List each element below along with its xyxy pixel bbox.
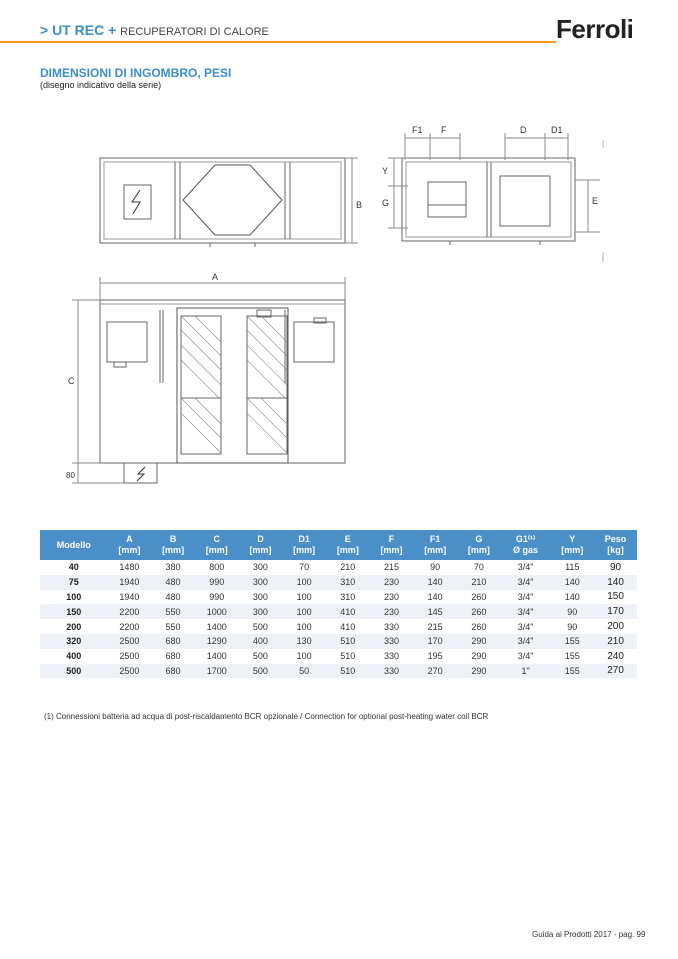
table-cell: 140 [564,591,580,602]
table-cell: 100 [282,604,326,619]
dim-label-b: B [356,200,363,210]
table-cell: 680 [165,651,181,662]
table-cell: 90 [567,621,578,632]
header-bottom-text: Ø gas [513,545,539,555]
table-cell: 380 [165,562,181,573]
table-cell: 3/4" [517,651,534,662]
table-cell: 230 [383,591,400,602]
table-header-cell [326,530,370,560]
table-cell: 90 [550,604,594,619]
header-top-text: E [344,534,351,544]
table-cell: 1400 [206,651,227,662]
table-cell: 3/4" [517,591,534,602]
table-cell: 150 [607,591,624,603]
table-header-cell [594,530,637,560]
header-top-text: F1 [429,534,441,544]
table-cell: 70 [299,562,310,573]
table-cell: 680 [151,664,195,679]
table-cell: 210 [594,634,637,649]
table-cell: 500 [252,621,268,632]
side-view-unit [402,158,575,245]
table-cell: 100 [296,591,312,602]
table-cell: 1" [501,664,551,679]
table-cell: 330 [370,634,414,649]
table-cell: 310 [340,591,356,602]
table-cell: 1700 [195,664,239,679]
table-cell: 140 [427,591,443,602]
dimensions-table [40,530,637,678]
table-cell: 170 [594,604,637,619]
table-cell: 510 [326,664,370,679]
table-cell: 3/4" [501,604,551,619]
table-cell: 2500 [108,664,152,679]
front-view-unit [100,300,345,483]
table-cell: 330 [383,621,400,632]
table-header-cell [457,530,501,560]
table-cell: 270 [594,664,637,679]
dim-label-d1: D1 [551,125,563,135]
table-cell: 290 [471,651,487,662]
header-top-text: F [388,534,395,544]
header-title [40,22,269,38]
top-view-unit [100,158,345,247]
table-cell: 500 [252,651,268,662]
table-cell: 3/4" [517,621,534,632]
table-cell: 550 [165,621,181,632]
table-cell: 1400 [206,621,227,632]
table-cell: 260 [471,591,487,602]
table-row [40,560,637,575]
section-subtitle: (disegno indicativo della serie) [40,80,162,90]
table-cell: 290 [457,634,501,649]
table-cell: 300 [252,591,268,602]
table-header-cell [413,530,457,560]
table-cell: 480 [151,575,195,590]
header-top-text: D [257,534,264,544]
footnote: (1) Connessioni batteria ad acqua di post-riscaldamento BCR opzionale / Connection for optional post-heating water coil BCR [44,712,489,721]
table-cell: 90 [430,562,441,573]
table-cell: 50 [282,664,326,679]
table-header-cell [108,530,152,560]
table-cell: 140 [594,575,637,590]
model-cell: 75 [40,575,108,590]
table-cell: 400 [239,634,283,649]
table-cell: 310 [326,575,370,590]
table-cell: 100 [296,651,312,662]
header-top-text: Modello [56,539,91,550]
table-cell: 70 [473,562,484,573]
page-footer: Guida ai Prodotti 2017 - pag. 99 [532,930,646,939]
table-cell: 1000 [195,604,239,619]
table-cell: 300 [252,562,268,573]
table-header-cell [239,530,283,560]
header-top-text: C [213,534,220,544]
dim-label-f1: F1 [412,125,423,135]
page-header [0,0,678,56]
table-header-cell [40,530,108,560]
table-cell: 330 [370,664,414,679]
table-header-row [40,530,637,560]
table-cell: 2500 [108,634,152,649]
table-cell: 155 [550,634,594,649]
table-cell: 300 [239,575,283,590]
header-top-text: G1⁽¹⁾ [515,534,536,544]
table-cell: 140 [413,575,457,590]
header-bottom-text: [mm] [380,545,403,555]
header-top-text: B [169,534,177,544]
dim-label-c: C [68,376,75,386]
table-cell: 330 [383,651,400,662]
header-bottom-text: [mm] [424,545,447,555]
table-cell: 500 [239,664,283,679]
table-cell: 210 [457,575,501,590]
table-header-cell [195,530,239,560]
header-top-text: Y [569,534,576,544]
table-cell: 145 [413,604,457,619]
table-cell: 510 [326,634,370,649]
table-cell: 1290 [195,634,239,649]
table-cell: 550 [151,604,195,619]
model-cell: 400 [66,651,82,662]
header-bottom-text: [mm] [249,545,272,555]
table-cell: 270 [413,664,457,679]
table-cell: 130 [282,634,326,649]
table-cell: 2200 [119,621,140,632]
header-bottom-text: [mm] [561,545,584,555]
table-header-cell [151,530,195,560]
table-cell: 3/4" [501,634,551,649]
table-cell: 680 [151,634,195,649]
table-cell: 195 [427,651,443,662]
header-top-text: D1 [298,534,310,544]
dim-label-g: G [382,198,390,208]
table-row [40,590,637,605]
table-cell: 480 [165,591,181,602]
table-cell: 990 [195,575,239,590]
table-cell: 155 [564,651,580,662]
table-cell: 230 [370,604,414,619]
table-row [40,575,637,590]
header-divider [0,41,556,43]
table-header-cell [501,530,551,560]
table-row [40,634,637,649]
header-top-text: Peso [604,534,627,544]
dim-label-f: F [441,125,447,135]
model-cell: 150 [40,604,108,619]
header-bottom-text: [kg] [607,545,624,555]
table-cell: 200 [607,621,624,633]
table-cell: 3/4" [501,575,551,590]
table-header-cell [282,530,326,560]
table-cell: 215 [427,621,443,632]
table-cell: 510 [340,651,356,662]
technical-drawing [0,100,678,500]
table-row [40,619,637,634]
header-bottom-text: [mm] [467,545,490,555]
table-cell: 100 [296,621,312,632]
table-cell: 210 [340,562,356,573]
header-bottom-text: [mm] [336,545,359,555]
table-cell: 155 [550,664,594,679]
table-cell: 1940 [108,575,152,590]
header-product: > UT REC + [40,22,117,38]
table-cell: 140 [550,575,594,590]
table-cell: 990 [209,591,225,602]
table-cell: 230 [370,575,414,590]
table-cell: 1480 [119,562,140,573]
table-cell: 260 [471,621,487,632]
table-row [40,649,637,664]
table-cell: 100 [282,575,326,590]
header-bottom-text: [mm] [293,545,316,555]
model-cell: 200 [66,621,82,632]
table-cell: 1940 [119,591,140,602]
table-cell: 90 [609,561,622,573]
model-cell: 40 [68,562,79,573]
table-cell: 300 [239,604,283,619]
table-cell: 2200 [108,604,152,619]
dim-label-a: A [212,272,219,282]
table-cell: 800 [209,562,225,573]
model-cell: 500 [40,664,108,679]
table-cell: 170 [413,634,457,649]
header-subtitle: RECUPERATORI DI CALORE [120,26,269,38]
model-cell: 320 [40,634,108,649]
dim-label-e: E [592,196,599,206]
section-title: DIMENSIONI DI INGOMBRO, PESI [40,66,232,80]
table-header-cell [370,530,414,560]
table-cell: 410 [326,604,370,619]
header-top-text: G [475,534,483,544]
model-cell: 100 [66,591,82,602]
ferroli-logo: Ferroli [556,14,634,44]
header-top-text: A [126,534,133,544]
table-cell: 115 [565,562,580,573]
table-cell: 240 [607,650,624,662]
table-header-cell [550,530,594,560]
table-cell: 215 [383,562,400,573]
dim-label-d: D [520,125,527,135]
table-cell: 410 [340,621,356,632]
table-cell: 3/4" [517,562,534,573]
table-row [40,664,637,679]
table-cell: 2500 [119,651,140,662]
dim-label-80: 80 [66,471,75,480]
table-cell: 290 [457,664,501,679]
dim-label-y: Y [382,166,389,176]
header-bottom-text: [mm] [205,545,228,555]
table-row [40,604,637,619]
table-cell: 260 [457,604,501,619]
header-bottom-text: [mm] [118,545,141,555]
header-bottom-text: [mm] [162,545,185,555]
